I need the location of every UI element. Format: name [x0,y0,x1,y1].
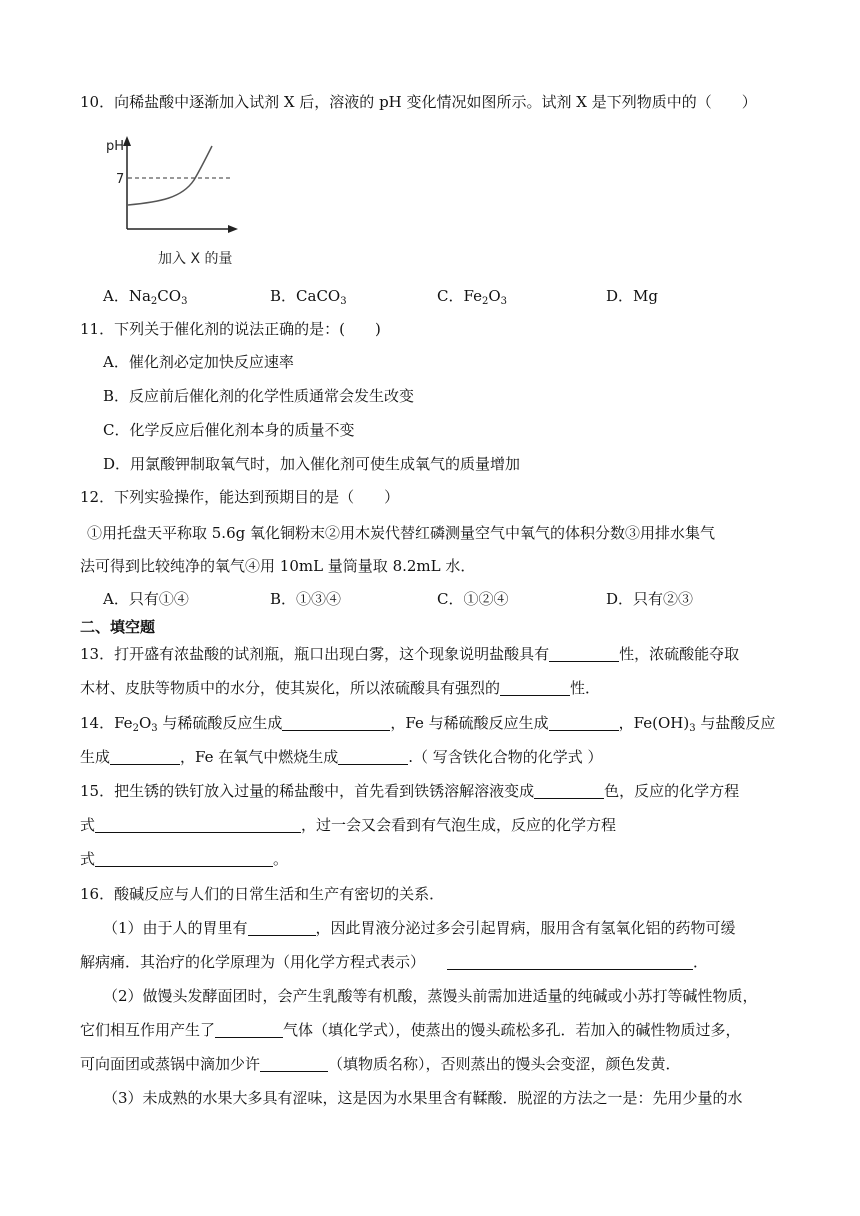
q15-blank-2[interactable] [95,816,301,833]
q16-blank-4[interactable] [260,1055,328,1072]
q11-option-b: B．反应前后催化剂的化学性质通常会发生改变 [103,387,415,405]
q14-blank-4[interactable] [338,748,408,765]
q13-blank-2[interactable] [500,679,570,696]
q12-option-a: A．只有①④ [103,590,189,608]
q16-part2-line2: 它们相互作用产生了 气体（填化学式），使蒸出的馒头疏松多孔．若加入的碱性物质过多， [80,1021,741,1039]
q14-blank-1[interactable] [282,714,390,731]
q10-option-c: C．$Fe_2O_3$ [437,287,508,307]
q13-line1: 13．打开盛有浓盐酸的试剂瓶，瓶口出现白雾，这个现象说明盐酸具有 性，浓硫酸能夺取 [80,645,740,663]
q12-option-c: C．①②④ [437,590,509,608]
q15-line2: 式 ，过一会又会看到有气泡生成，反应的化学方程 [80,816,617,834]
q16-part2-line3: 可向面团或蒸锅中滴加少许 （填物质名称），否则蒸出的馒头会变涩，颜色发黄． [80,1055,681,1073]
q14-line1: 14．$Fe_2O_3$ 与稀硫酸反应生成 ，Fe 与稀硫酸反应生成 ，$Fe(OH)_3$ 与盐酸反应 [80,714,776,734]
q12-option-d: D．只有②③ [606,590,694,608]
q15-blank-1[interactable] [534,782,604,799]
q10-stem: 10．向稀盐酸中逐渐加入试剂 X 后，溶液的 pH 变化情况如图所示。试剂 X 是下列物质中的（ ） [80,93,757,111]
x-axis-arrow-icon [228,225,238,233]
ph-graph [100,128,250,273]
q16-blank-3[interactable] [215,1021,283,1038]
ph-7-label: 7 [116,172,125,187]
q16-part1-line1: （1）由于人的胃里有 ，因此胃液分泌过多会引起胃病，服用含有氢氧化铝的药物可缓 [103,919,736,937]
q14-blank-2[interactable] [549,714,619,731]
q11-option-d: D．用氯酸钾制取氧气时，加入催化剂可使生成氧气的质量增加 [103,455,521,473]
section-heading-fill-blank: 二、填空题 [80,618,156,636]
q10-option-b: B．CaCO$_3$ [270,287,347,307]
q16-part3-line1: （3）未成熟的水果大多具有涩味，这是因为水果里含有鞣酸．脱涩的方法之一是：先用少量的水 [103,1089,743,1107]
q13-line2: 木材、皮肤等物质中的水分，使其炭化，所以浓硫酸具有强烈的 性． [80,679,601,697]
q16-part2-line1: （2）做馒头发酵面团时，会产生乳酸等有机酸，蒸馒头前需加进适量的纯碱或小苏打等碱性物质， [103,987,758,1005]
x-axis-label: 加入 X 的量 [158,251,233,267]
q15-blank-3[interactable] [95,850,273,867]
q12-stem: 12．下列实验操作，能达到预期目的是（ ） [80,488,400,506]
q11-stem: 11．下列关于催化剂的说法正确的是：( ) [80,320,381,338]
q11-option-c: C．化学反应后催化剂本身的质量不变 [103,421,355,439]
q15-line1: 15．把生锈的铁钉放入过量的稀盐酸中，首先看到铁锈溶解溶液变成 色，反应的化学方程 [80,782,740,800]
q10-option-d: D．Mg [606,287,658,305]
ph-curve [128,146,212,205]
y-axis-arrow-icon [123,136,131,146]
q15-line3: 式 。 [80,850,289,868]
q11-option-a: A．催化剂必定加快反应速率 [103,353,294,371]
ph-axis-label: pH [106,139,125,154]
q16-blank-2[interactable] [447,953,693,970]
q13-blank-1[interactable] [549,645,619,662]
q12-option-b: B．①③④ [270,590,342,608]
q14-blank-3[interactable] [110,748,180,765]
q14-line2: 生成 ，Fe 在氧气中燃烧生成 .（ 写含铁化合物的化学式 ） [80,748,603,766]
q12-body-line2: 法可得到比较纯净的氧气④用 10mL 量筒量取 8.2mL 水． [80,557,476,575]
q10-option-a: A．$Na_2CO_3$ [103,287,188,307]
q16-part1-line2: 解病痛．其治疗的化学原理为（用化学方程式表示） ． [80,953,709,971]
q12-body-line1: ①用托盘天平称取 5.6g 氧化铜粉末②用木炭代替红磷测量空气中氧气的体积分数③用排水集气 [87,524,715,542]
q16-blank-1[interactable] [248,919,316,936]
q16-stem: 16．酸碱反应与人们的日常生活和生产有密切的关系． [80,885,445,903]
